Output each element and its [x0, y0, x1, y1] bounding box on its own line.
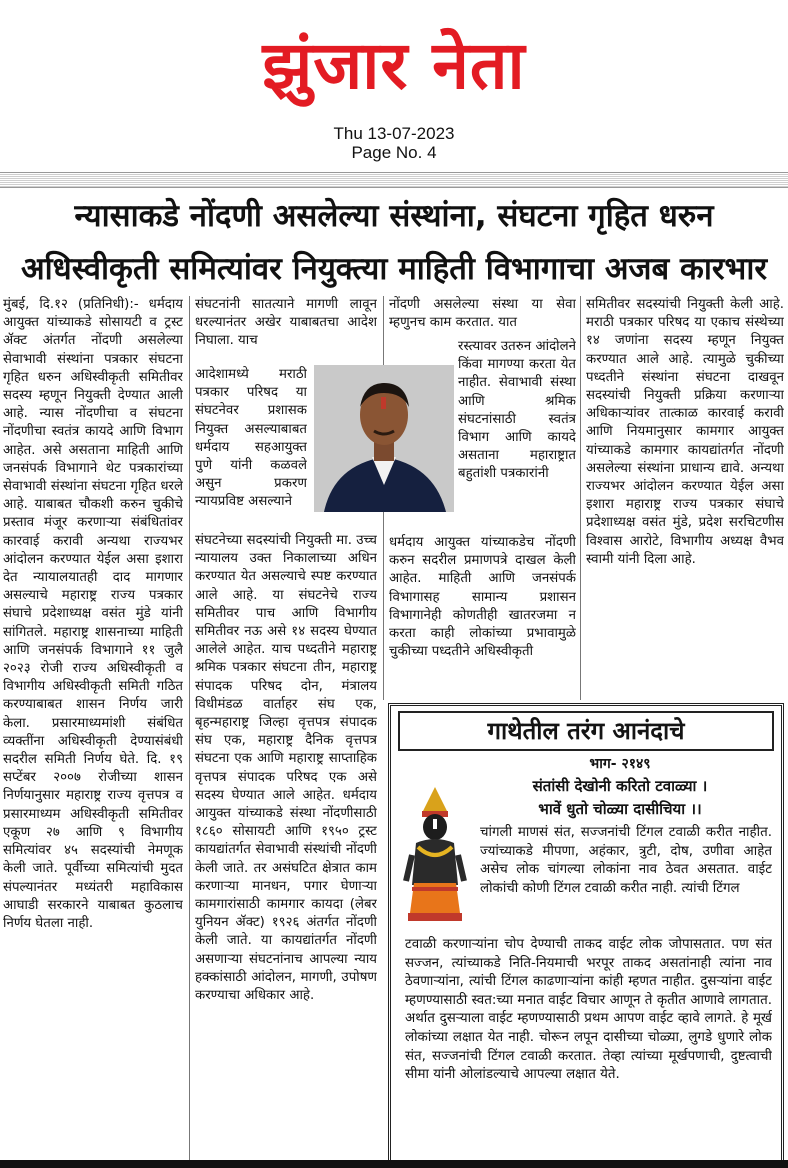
vitthal-image-icon	[400, 785, 470, 925]
header-rule	[0, 172, 788, 188]
edition-date: Thu 13-07-2023	[333, 124, 455, 143]
article-column-3-right: रस्त्यावर उतरुन आंदोलने किंवा मागण्या करता येत नाहीत. सेवाभावी संस्था आणि श्रमिक संघटनांसाठी स्वतंत्र विभाग आणि कायदे असताना महाराष्ट्रात बहुतांशी पत्रकारांनी	[458, 339, 576, 482]
portrait-photo-icon	[314, 365, 454, 512]
headline-line-1: न्यासाकडे नोंदणी असलेल्या संस्थांना, संघटना गृहित धरुन	[74, 198, 714, 234]
page-number: Page No. 4	[351, 143, 437, 162]
masthead-title: झुंजार नेता	[262, 27, 526, 104]
column-box-text-right: चांगली माणसं संत, सज्जनांची टिंगल टवाळी करीत नाहीत. ज्यांच्याकडे मीपणा, अहंकार, त्रुटी, दोष, उणीवा आहेत असेच लोक चांगल्या लोकांना नाव ठेवत असतात. वाईट लोकांची कोणी टिंगल टवाळी करीत नाही. त्यांची टिंगल	[480, 825, 772, 896]
portrait-photo	[314, 365, 454, 512]
column-box-verse-2: भावें धुतो चोळ्या दासीचिया ।।	[538, 800, 702, 818]
article-column-1: मुंबई, दि.१२ (प्रतिनिधी):- धर्मदाय आयुक्त यांच्याकडे सोसायटी व ट्रस्ट ॲक्ट अंतर्गत नोंदणी असलेल्या सेवाभावी संस्थांना पत्रकार संघटना गृहित धरुन अधिस्वीकृती समितीवर सदस्य म्हणून नियुक्ती देण्यात आली आहे. न्यास नोंदणीचा व संघटना नोंदणीचा स्वतंत्र कायदे आणि विभाग आहेत. असे असताना माहिती आणि जनसंपर्क विभागाने थेट पत्रकारांच्या सेवाभावी संस्थांना संघटना गृहित धरले आहे. याबाबत चौकशी करुन चुकीचे प्रस्ताव मंजूर करणाऱ्या संबंधितांवर कारवाई करावी अन्यथा राज्यभर आंदोलन करण्यात येईल असा इशारा देत न्यायालयातही दाद मागणार असल्याचे महाराष्ट्र राज्य पत्रकार संघाचे प्रदेशाध्यक्ष वसंत मुंडे यांनी सांगितले. महाराष्ट्र शासनाच्या माहिती आणि जनसंपर्क विभागाने ११ जुलै २०२३ रोजी राज्य अधिस्वीकृती व विभागीय अधिस्वीकृती समिती गठित करण्याबाबत शासन निर्णय जारी केला. प्रसारमाध्यमांशी संबंधित व्यक्तींना अधिस्वीकृती देण्यासंबंधी सदरील समिती निर्णय घेते. दि. १९ सप्टेंबर २००७ रोजीच्या शासन निर्णयानुसार महाराष्ट्र राज्य वृत्तपत्र व प्रसारमाध्यम अधिस्वीकृती समितीवर एकूण २७ आणि ९ विभागीय समित्यांवर ४५ सदस्यांची नेमणूक केली जाते. पूर्वीच्या समित्यांची मुदत संपल्यानंतर मध्यंतरी महाविकास आघाडी सरकारने याबाबत कुठलाच निर्णय घेतला नाही.	[3, 297, 183, 931]
column-rule	[189, 296, 190, 1160]
column-box-part: भाग- २१४९	[589, 756, 651, 772]
column-box-title: गाथेतील तरंग आनंदाचे	[398, 711, 774, 751]
column-rule	[580, 296, 581, 700]
column-box-text-full: टवाळी करणाऱ्यांना चोप देण्याची ताकद वाईट लोक जोपासतात. पण संत सज्जन, त्यांच्याकडे निति-नियमाची भरपूर ताकद असतांनाही त्यांना नाव ठेवणाऱ्यांना, त्यांची टिंगल काढणाऱ्यांना कांही म्हणत नाहीत. दुसऱ्यांना वाईट म्हणण्यासाठी स्वत:च्या मनात वाईट विचार आणून ते कृतीत आणावे लागतात. अर्थात दुसऱ्याला वाईट म्हणण्यासाठी प्रथम आपण वाईट व्हावे लागते. हे मूर्ख लोकांच्या लक्षात येत नाही. चोरून लपून दासीच्या चोळ्या, लुगडे धुणारे लोक संत, सज्जनांची टिंगल टवाळी करतात. तेव्हा त्यांच्या मूर्खपणाची, दुष्टत्वाची सीमा यांनी ओलांडल्याचे आपल्या लक्षात येते.	[405, 937, 772, 1083]
headline-line-2: अधिस्वीकृती समित्यांवर नियुक्त्या माहिती विभागाचा अजब कारभार	[20, 251, 768, 287]
article-column-2-left: आदेशामध्ये मराठी पत्रकार परिषद या संघटनेवर प्रशासक नियुक्त असल्याबाबत धर्मदाय सहआयुक्त पुणे यांनी कळवले असुन प्रकरण न्यायप्रविष्ट असल्याने	[195, 367, 307, 510]
article-column-2-top: संघटनांनी सातत्याने मागणी लावून धरल्यानंतर अखेर याबाबतचा आदेश निघाला. याच	[195, 297, 377, 349]
article-column-2-bottom: संघटनेच्या सदस्यांची नियुक्ती मा. उच्च न्यायालय उक्त निकालाच्या अधिन करण्यात येत असल्याचे स्पष्ट करण्यात आले आहे. या संघटनेचे राज्य समितीवर पाच आणि विभागीय समितीवर नऊ असे १४ सदस्य घेण्यात आलेले आहेत. याच पध्दतीने महाराष्ट्र श्रमिक पत्रकार संघटना तीन, महाराष्ट्र संपादक परिषद दोन, मंत्रालय विधीमंडळ वार्ताहर संघ एक, बृहन्महाराष्ट्र जिल्हा वृत्तपत्र संपादक संघ एक, महाराष्ट्र दैनिक वृत्तपत्र संघटना एक आणि महाराष्ट्र साप्ताहिक वृत्तपत्र संपादक परिषद एक असे सदस्य घेण्यात आले आहेत. धर्मदाय आयुक्त यांच्याकडे संस्था नोंदणीसाठी १८६० सोसायटी आणि १९५० ट्रस्ट कायद्यांतर्गत सेवाभावी संस्थांची नोंदणी केली जाते. तर असंघटित क्षेत्रात काम करणाऱ्या मानधन, पगार घेणाऱ्या कामगारांसाठी कामगार कायदा (लेबर युनियन ॲक्ट) १९२६ अंतर्गत नोंदणी केली जाते. या कायद्यांतर्गत नोंदणी असणाऱ्या संघटनांनाच आपल्या न्याय हक्कांसाठी आंदोलन, मागणी, उपोषण करण्याचा अधिकार आहे.	[195, 533, 377, 1004]
article-column-3-top: नोंदणी असलेल्या संस्था या सेवा म्हणुनच काम करतात. यात	[389, 297, 576, 331]
page-bottom-rule	[0, 1160, 788, 1168]
article-column-3-bottom: धर्मदाय आयुक्त यांच्याकडेच नोंदणी करुन सदरील प्रमाणपत्रे दाखल केली आहेत. माहिती आणि जनसंपर्क विभागासह सामान्य प्रशासन विभागानेही कोणतीही खातरजमा न करता काही लोकांच्या प्रभावामुळे चुकीच्या पध्दतीने अधिस्वीकृती	[389, 535, 576, 660]
article-column-4: समितीवर सदस्यांची नियुक्ती केली आहे. मराठी पत्रकार परिषद या एकाच संस्थेच्या १४ जणांना सदस्य म्हणून नियुक्त करण्यात आले आहे. त्यामुळे चुकीच्या पध्दतीने संस्थांना संघटना दाखवून सदस्यांची नियुक्ती प्रक्रिया करणाऱ्या अधिकाऱ्यांवर तात्काळ कारवाई करावी आणि नियमानुसार कामगार आयुक्त यांच्याकडे कामगार कायद्यांतर्गत नोंदणी असलेल्या संस्थांना प्राधान्य द्यावे. अन्यथा राज्यभर आंदोलन करण्यात येईल असा इशारा महाराष्ट्र राज्य पत्रकार संघाचे प्रदेशाध्यक्ष वसंत मुंडे, प्रदेश सरचिटणीस विश्वास आरोटे, विभागीय अध्यक्ष वैभव स्वामी यांनी दिला आहे.	[586, 297, 784, 567]
column-box-verse-1: संतांसी देखोनी करितो टवाळ्या ।	[532, 777, 708, 795]
